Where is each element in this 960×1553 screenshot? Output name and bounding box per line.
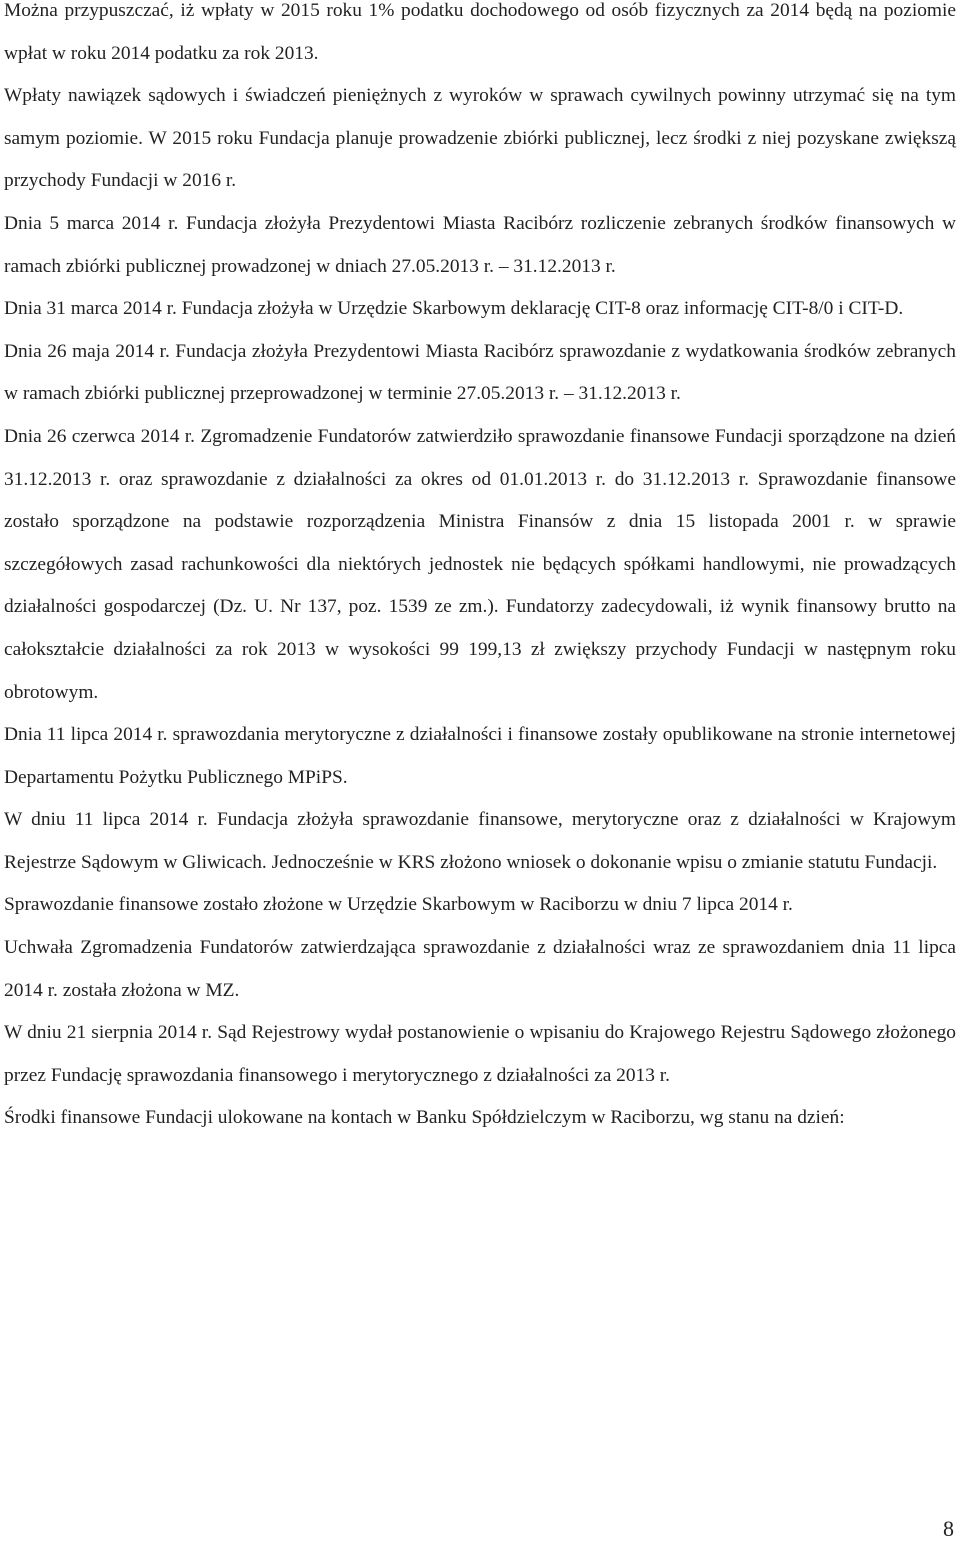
paragraph-july-11-publication: Dnia 11 lipca 2014 r. sprawozdania merytoryczne z działalności i finansowe zostały opublikowane na stronie internetowej Departamentu Pożytku Publicznego MPiPS. [4, 724, 956, 788]
paragraph-resolution: Uchwała Zgromadzenia Fundatorów zatwierdzająca sprawozdanie z działalności wraz ze sprawozdaniem dnia 11 lipca 2014 r. została złożona w MZ. [4, 937, 956, 1001]
paragraph-july-11-krs: W dniu 11 lipca 2014 r. Fundacja złożyła sprawozdanie finansowe, merytoryczne oraz z działalności w Krajowym Rejestrze Sądowym w Gliwicach. Jednocześnie w KRS złożono wniosek o dokonanie wpisu o zmianie statutu Fundacji. [4, 809, 956, 873]
paragraph-june-26: Dnia 26 czerwca 2014 r. Zgromadzenie Fundatorów zatwierdziło sprawozdanie finansowe Fundacji sporządzone na dzień 31.12.2013 r. oraz sprawozdanie z działalności za okres od 01.01.2013 r. do 31.12.2013 r. Sprawozdanie finansowe zostało sporządzone na podstawie rozporządzenia Ministra Finansów z dnia 15 listopada 2001 r. w sprawie szczegółowych zasad rachunkowości dla niektórych jednostek nie będących spółkami handlowymi, nie prowadzących działalności gospodarczej (Dz. U. Nr 137, poz. 1539 ze zm.). Fundatorzy zadecydowali, iż wynik finansowy brutto na całokształcie działalności za rok 2013 w wysokości 99 199,13 zł zwiększy przychody Fundacji w następnym roku obrotowym. [4, 425, 956, 703]
page-number: 8 [943, 1516, 954, 1541]
paragraph-march-5: Dnia 5 marca 2014 r. Fundacja złożyła Prezydentowi Miasta Racibórz rozliczenie zebranych środków finansowych w ramach zbiórki publicznej prowadzonej w dniach 27.05.2013 r. – 31.12.2013 r. [4, 212, 956, 277]
paragraph-may-26: Dnia 26 maja 2014 r. Fundacja złożyła Prezydentowi Miasta Racibórz sprawozdanie z wydatkowania środków zebranych w ramach zbiórki publicznej przeprowadzonej w terminie 27.05.2013 r. – 31.12.2013 r. [4, 340, 956, 405]
paragraph-1pct-tax: Można przypuszczać, iż wpłaty w 2015 roku 1% podatku dochodowego od osób fizycznych za 2014 będą na poziomie wpłat w roku 2014 podatku za rok 2013. [4, 0, 956, 64]
paragraph-march-31: Dnia 31 marca 2014 r. Fundacja złożyła w Urzędzie Skarbowym deklarację CIT-8 oraz informację CIT-8/0 i CIT-D. [4, 298, 904, 320]
paragraph-tax-office: Sprawozdanie finansowe zostało złożone w Urzędzie Skarbowym w Raciborzu w dniu 7 lipca 2014 r. [4, 894, 793, 916]
paragraph-august-21: W dniu 21 sierpnia 2014 r. Sąd Rejestrowy wydał postanowienie o wpisaniu do Krajowego Rejestru Sądowego złożonego przez Fundację sprawozdania finansowego i merytorycznego z działalności za 2013 r. [4, 1022, 956, 1086]
document-page [4, 0, 956, 1140]
paragraph-bank-funds: Środki finansowe Fundacji ulokowane na kontach w Banku Spółdzielczym w Raciborzu, wg stanu na dzień: [4, 1107, 845, 1129]
paragraph-court-payments: Wpłaty nawiązek sądowych i świadczeń pieniężnych z wyroków w sprawach cywilnych powinny utrzymać się na tym samym poziomie. W 2015 roku Fundacja planuje prowadzenie zbiórki publicznej, lecz środki z niej pozyskane zwiększą przychody Fundacji w 2016 r. [4, 85, 956, 192]
